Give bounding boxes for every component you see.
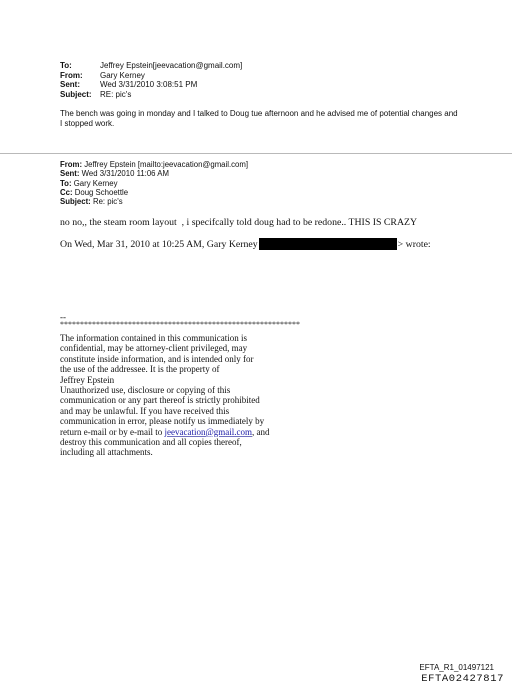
signature-stars: ************************************************************: [60, 320, 300, 329]
disclaimer-text: return e-mail or by e-mail to: [60, 426, 165, 437]
signature-dashes: --: [60, 312, 66, 322]
cc-value: Doug Schoettle: [74, 187, 129, 197]
email1-to-row: [60, 61, 242, 71]
email2-from-row: [60, 160, 248, 169]
bates-id-small: EFTA_R1_01497121: [419, 663, 494, 672]
email1-subject-row: [60, 90, 242, 100]
cc-label: Cc:: [60, 187, 73, 197]
email2-sent-row: [60, 169, 248, 178]
sent-label: Sent:: [60, 169, 80, 179]
from-label: From:: [60, 160, 83, 169]
quote-prefix: On Wed, Mar 31, 2010 at 10:25 AM, Gary Kerney: [60, 238, 258, 250]
bates-id-large: EFTA02427817: [421, 673, 504, 685]
email1-from-row: [60, 71, 242, 81]
to-value: Jeffrey Epstein[jeevacation@gmail.com]: [100, 61, 243, 70]
to-label: To:: [60, 178, 72, 188]
disclaimer-text: , and: [251, 426, 270, 437]
disclaimer-line: including all attachments.: [60, 447, 153, 458]
disclaimer-line: constitute inside information, and is intended only for: [60, 353, 254, 364]
quote-line: [60, 238, 431, 250]
subject-label: Subject:: [60, 197, 91, 207]
email2-subject-row: [60, 197, 248, 206]
quote-suffix: > wrote:: [397, 238, 431, 250]
disclaimer-line: confidential, may be attorney-client privileged, may: [60, 343, 248, 354]
disclaimer-line: the use of the addressee. It is the property of: [60, 364, 220, 375]
from-value: Gary Kerney: [100, 70, 145, 80]
sent-label: Sent:: [60, 80, 80, 89]
disclaimer-line: [60, 427, 320, 437]
disclaimer-line: The information contained in this communication is: [60, 333, 247, 343]
disclaimer-line: communication or any part thereof is strictly prohibited: [60, 395, 260, 406]
disclaimer-line: Jeffrey Epstein: [60, 374, 115, 385]
redaction-block: [259, 238, 397, 250]
email1-sent-row: [60, 80, 242, 90]
subject-value: Re: pic's: [92, 197, 123, 207]
disclaimer: [60, 333, 320, 458]
email1-body: The bench was going in monday and I talked to Doug tue afternoon and he advised me of potential changes and I stopped work.: [60, 109, 458, 128]
email1-header: [60, 61, 242, 99]
from-value: Jeffrey Epstein [mailto:jeevacation@gmail.com]: [84, 160, 249, 169]
to-label: To:: [60, 61, 72, 70]
email2-body: no no,, the steam room layout , i specifcally told doug had to be redone.. THIS IS CRAZY: [60, 217, 418, 228]
subject-value: RE: pic's: [100, 89, 132, 99]
email-link[interactable]: jeevacation@gmail.com: [164, 426, 252, 437]
disclaimer-line: destroy this communication and all copies thereof,: [60, 437, 242, 448]
email2-header: [60, 160, 248, 206]
email2-to-row: [60, 179, 248, 188]
disclaimer-line: communication in error, please notify us immediately by: [60, 416, 265, 427]
disclaimer-line: and may be unlawful. If you have received this: [60, 405, 230, 416]
from-label: From:: [60, 70, 83, 80]
sent-value: Wed 3/31/2010 3:08:51 PM: [100, 80, 198, 89]
email2-cc-row: [60, 188, 248, 197]
to-value: Gary Kerney: [73, 178, 118, 188]
disclaimer-line: Unauthorized use, disclosure or copying of this: [60, 385, 231, 396]
sent-value: Wed 3/31/2010 11:06 AM: [81, 169, 169, 179]
section-divider: [0, 153, 512, 154]
subject-label: Subject:: [60, 89, 92, 99]
